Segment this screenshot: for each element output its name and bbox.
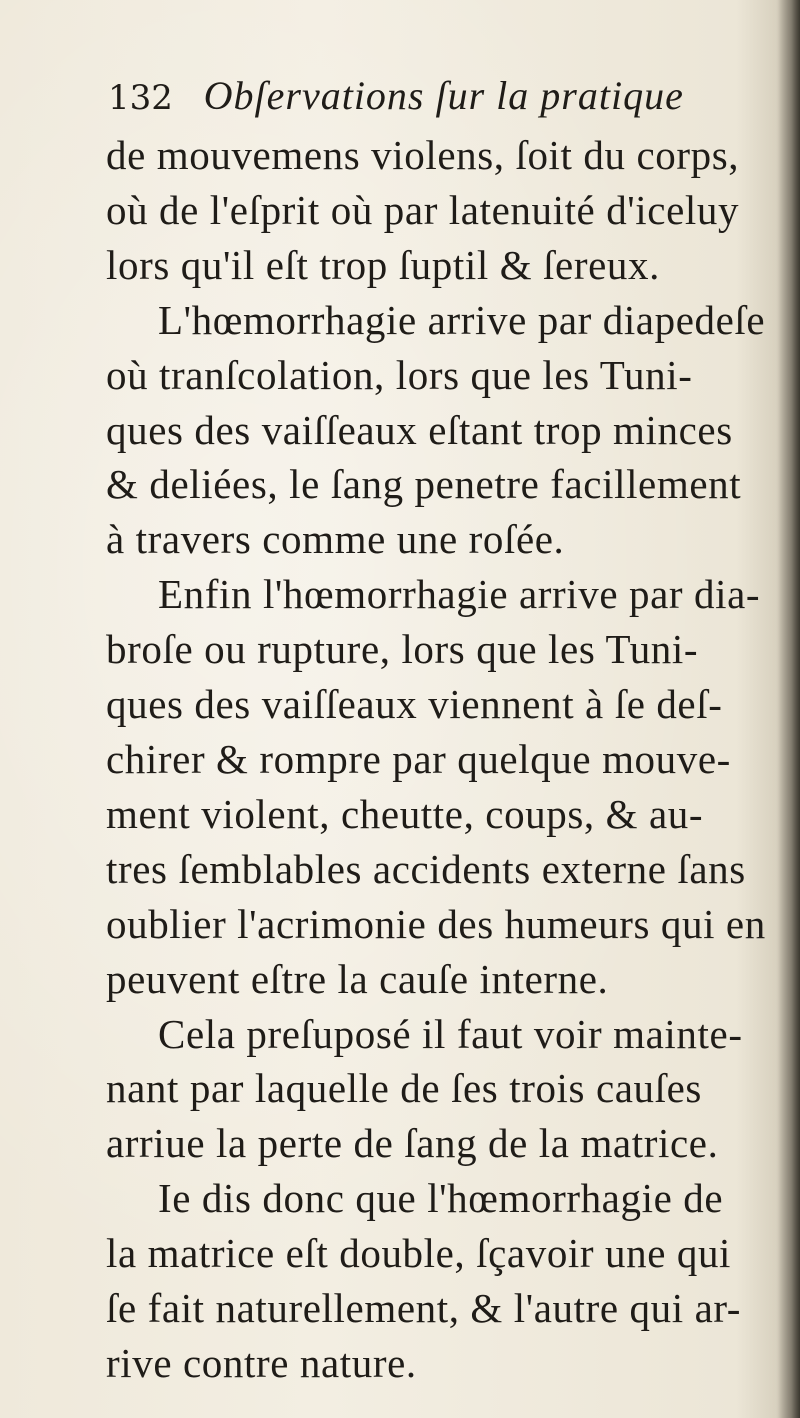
paragraph-start-line: L'hœmorrhagie arrive par diapedeſe [158, 296, 766, 343]
text-line: arriue la perte de ſang de la matrice. [106, 1120, 719, 1167]
text-line: à travers comme une roſée. [106, 516, 565, 563]
page-number: 132 [108, 78, 173, 118]
running-head: Obſervations ſur la pratique [203, 73, 684, 118]
text-line: ques des vaiſſeaux viennent à ſe deſ- [106, 681, 723, 728]
text-line: où de l'eſprit où par latenuité d'iceluy [106, 186, 740, 233]
text-line: où tranſcolation, lors que les Tuni- [106, 351, 693, 398]
text-line: tres ſemblables accidents externe ſans [106, 845, 746, 892]
text-line: oublier l'acrimonie des humeurs qui en [106, 900, 766, 947]
text-line: de mouvemens violens, ſoit du corps, [106, 132, 740, 178]
text-line: rive contre nature. [106, 1339, 417, 1386]
text-line: & deliées, le ſang penetre facillement [106, 461, 742, 508]
text-line: peuvent eſtre la cauſe interne. [106, 955, 609, 1002]
text-line: chirer & rompre par quelque mouve- [106, 735, 731, 782]
paragraph-start-line: Cela preſuposé il faut voir mainte- [158, 1010, 743, 1057]
paragraph-start-line: Enfin l'hœmorrhagie arrive par dia- [158, 571, 761, 618]
body-text [106, 128, 786, 1391]
paragraph-start-line: Ie dis donc que l'hœmorrhagie de [158, 1175, 724, 1222]
text-line: broſe ou rupture, lors que les Tuni- [106, 626, 699, 673]
text-line: ques des vaiſſeaux eſtant trop minces [106, 406, 733, 453]
text-line: ſe fait naturellement, & l'autre qui ar- [106, 1285, 742, 1332]
text-line: nant par laquelle de ſes trois cauſes [106, 1065, 702, 1112]
text-line: ment violent, cheutte, coups, & au- [106, 790, 704, 837]
text-line: lors qu'il eſt trop ſuptil & ſereux. [106, 241, 660, 288]
text-line: la matrice eſt double, ſçavoir une qui [106, 1230, 732, 1277]
page-header [108, 72, 684, 122]
